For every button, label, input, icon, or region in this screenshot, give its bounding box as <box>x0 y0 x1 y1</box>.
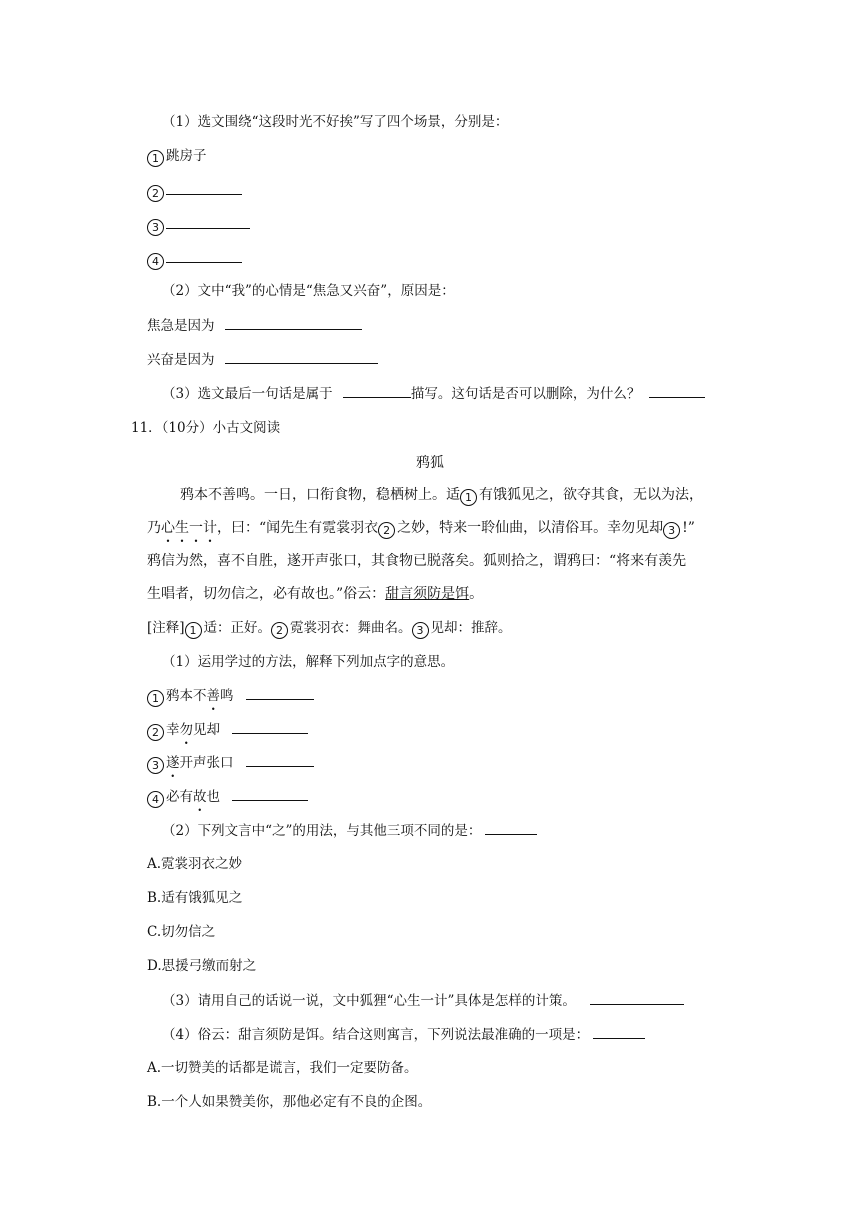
passage-notes <box>147 618 512 639</box>
q10-scene-2 <box>147 180 242 202</box>
q10-reason-anxious <box>147 315 362 336</box>
answer-blank[interactable] <box>232 719 308 734</box>
passage-title: 鸦狐 <box>416 455 444 471</box>
answer-blank[interactable] <box>225 349 378 364</box>
word-text: 鸣 <box>220 688 234 704</box>
prompt-text: 描写。这句话是否可以删除，为什么？ <box>410 386 641 402</box>
passage-text: !” <box>682 520 695 536</box>
note-text: 见却：推辞。 <box>430 620 512 636</box>
note-marker-3: 3 <box>412 622 429 639</box>
word-item-2 <box>147 719 308 741</box>
q11-sub3-prompt <box>162 990 684 1011</box>
q10-scene-4 <box>147 248 242 270</box>
word-text: 鸦本不 <box>166 688 207 704</box>
dotted-char: 故 <box>193 789 207 805</box>
reason-label: 兴奋是因为 <box>147 352 215 368</box>
dotted-char: 善 <box>206 688 220 704</box>
prompt-text: （3）选文最后一句话是属于 <box>162 386 333 402</box>
answer-blank[interactable] <box>593 1024 645 1039</box>
passage-line-4 <box>147 584 730 604</box>
q10-sub1-prompt: （1）选文围绕“这段时光不好挨”写了四个场景，分别是： <box>162 114 509 130</box>
option-c[interactable]: C.切勿信之 <box>147 924 216 940</box>
word-text: 必有 <box>166 789 193 805</box>
note-marker-1: 1 <box>185 622 202 639</box>
passage-line-3: 鸦信为然，喜不自胜，遂开声张口，其食物已脱落矣。狐则拾之，谓鸦曰：“将来有羡先 <box>147 553 687 569</box>
prompt-text: （4）俗云：甜言须防是饵。结合这则寓言，下列说法最准确的一项是： <box>162 1027 590 1043</box>
passage-line-1 <box>147 485 763 506</box>
word-text: 幸 <box>166 722 180 738</box>
option-b[interactable]: B.适有饿狐见之 <box>147 890 243 906</box>
circled-number: 4 <box>147 791 164 808</box>
option-a[interactable]: A.霓裳羽衣之妙 <box>147 856 243 872</box>
dotted-char: 计 <box>203 520 217 536</box>
underlined-proverb: 甜言须防是饵 <box>385 586 470 602</box>
answer-blank[interactable] <box>166 214 250 229</box>
passage-text: 鸦本不善鸣。一日，口衔食物，稳栖树上。适 <box>180 487 460 503</box>
sub4-option-a[interactable]: A.一切赞美的话都是谎言，我们一定要防备。 <box>147 1060 418 1076</box>
note-marker-1: 1 <box>460 489 477 506</box>
note-text: 霓裳羽衣：舞曲名。 <box>290 620 412 636</box>
answer-blank[interactable] <box>166 180 242 195</box>
notes-label: [注释] <box>147 620 185 636</box>
circled-number: 3 <box>147 219 164 236</box>
circled-number: 2 <box>147 185 164 202</box>
q11-header: 11．（10分）小古文阅读 <box>131 420 281 436</box>
option-d[interactable]: D.思援弓缴而射之 <box>147 958 257 974</box>
passage-text: ，曰：“闻先生有霓裳羽衣 <box>217 520 379 536</box>
note-text: 适：正好。 <box>203 620 272 636</box>
q10-sub2-prompt: （2）文中“我”的心情是“焦急又兴奋”，原因是： <box>162 283 455 299</box>
word-text: 开声张口 <box>179 755 234 771</box>
answer-blank[interactable] <box>225 315 362 330</box>
word-text: 也 <box>206 789 220 805</box>
circled-number: 3 <box>147 757 164 774</box>
dotted-char: 一 <box>189 520 203 536</box>
passage-text: 有饿狐见之，欲夺其食，无以为法， <box>479 487 703 503</box>
answer-blank[interactable] <box>343 383 411 398</box>
q10-reason-excited <box>147 349 378 370</box>
answer-blank[interactable] <box>590 990 684 1005</box>
note-marker-3: 3 <box>663 522 680 539</box>
answer-blank[interactable] <box>166 248 242 263</box>
dotted-char: 心 <box>161 520 175 536</box>
word-item-1 <box>147 685 314 707</box>
answer-blank[interactable] <box>485 820 537 835</box>
passage-text: 生唱者，切勿信之，必有故也。”俗云： <box>147 586 386 602</box>
passage-text: 。 <box>469 586 484 602</box>
dotted-char: 生 <box>175 520 189 536</box>
circled-number: 1 <box>147 690 164 707</box>
q11-sub1-prompt: （1）运用学过的方法，解释下列加点字的意思。 <box>162 654 455 670</box>
dotted-char: 遂 <box>166 755 180 771</box>
answer-blank[interactable] <box>649 383 705 398</box>
word-item-3 <box>147 752 314 774</box>
prompt-text: （3）请用自己的话说一说，文中狐狸“心生一计”具体是怎样的计策。 <box>162 993 576 1009</box>
answer-blank[interactable] <box>232 786 308 801</box>
note-marker-2: 2 <box>271 622 288 639</box>
q10-scene-3 <box>147 214 250 236</box>
circled-number: 2 <box>147 724 164 741</box>
reason-label: 焦急是因为 <box>147 318 215 334</box>
passage-text: 乃 <box>147 520 161 536</box>
note-marker-2: 2 <box>378 522 395 539</box>
circled-number: 4 <box>147 253 164 270</box>
passage-line-2 <box>147 518 730 539</box>
circled-number: 1 <box>147 150 164 167</box>
scene-text: 跳房子 <box>166 148 207 164</box>
answer-blank[interactable] <box>246 685 314 700</box>
q11-sub2-prompt <box>162 820 537 841</box>
q11-sub4-prompt <box>162 1024 645 1045</box>
sub4-option-b[interactable]: B.一个人如果赞美你，那他必定有不良的企图。 <box>147 1094 432 1110</box>
word-text: 见却 <box>193 722 220 738</box>
answer-blank[interactable] <box>246 752 314 767</box>
passage-text: 之妙，特来一聆仙曲，以清俗耳。幸勿见却 <box>397 520 664 536</box>
q10-scene-1 <box>147 146 207 167</box>
dotted-char: 勿 <box>179 722 193 738</box>
prompt-text: （2）下列文言中“之”的用法，与其他三项不同的是： <box>162 823 482 839</box>
word-item-4 <box>147 786 308 808</box>
q10-sub3 <box>162 383 705 404</box>
